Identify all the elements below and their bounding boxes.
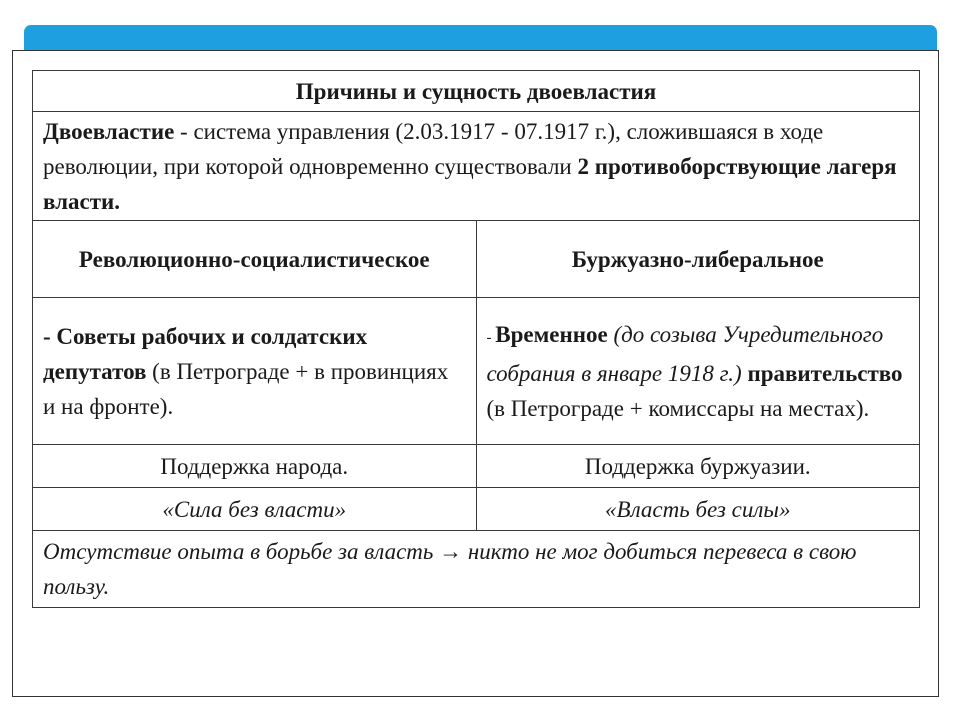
definition-highlight: 2 противоборствующие лагеря власти. — [43, 153, 897, 214]
right-column-header: Буржуазно-либеральное — [476, 221, 920, 298]
definition-term: Двоевластие — [43, 118, 175, 144]
left-body-cell — [33, 298, 477, 445]
soviets-label: - Советы рабочих и солдатских депутатов — [43, 323, 368, 384]
definition-cell — [33, 112, 920, 221]
government-label-1: Временное — [495, 321, 608, 347]
government-detail: (в Петрограде + комиссары на местах). — [486, 395, 870, 421]
soviets-detail: (в Петрограде + в провинциях и на фронте). — [43, 358, 449, 419]
table-title: Причины и сущность двоевластия — [33, 71, 920, 112]
government-label-2: правительство — [747, 360, 903, 386]
government-dash: - — [486, 329, 496, 346]
left-support-cell: Поддержка народа. — [33, 445, 477, 488]
top-accent-bar — [24, 25, 937, 53]
government-note: (до созыва Учредительного собрания в январе 1918 г.) — [486, 321, 884, 386]
right-body-cell — [476, 298, 920, 445]
left-slogan-cell: «Сила без власти» — [33, 488, 477, 531]
right-slogan-cell: «Власть без силы» — [476, 488, 920, 531]
definition-text: - система управления (2.03.1917 - 07.1917 г.), сложившаяся в ходе революции, при которой одновременно существовали — [43, 118, 824, 179]
conclusion-cell: Отсутствие опыта в борьбе за власть → никто не мог добиться перевеса в свою пользу. — [33, 531, 920, 608]
left-column-header: Революционно-социалистическое — [33, 221, 477, 298]
dual-power-table — [32, 70, 920, 608]
right-support-cell: Поддержка буржуазии. — [476, 445, 920, 488]
